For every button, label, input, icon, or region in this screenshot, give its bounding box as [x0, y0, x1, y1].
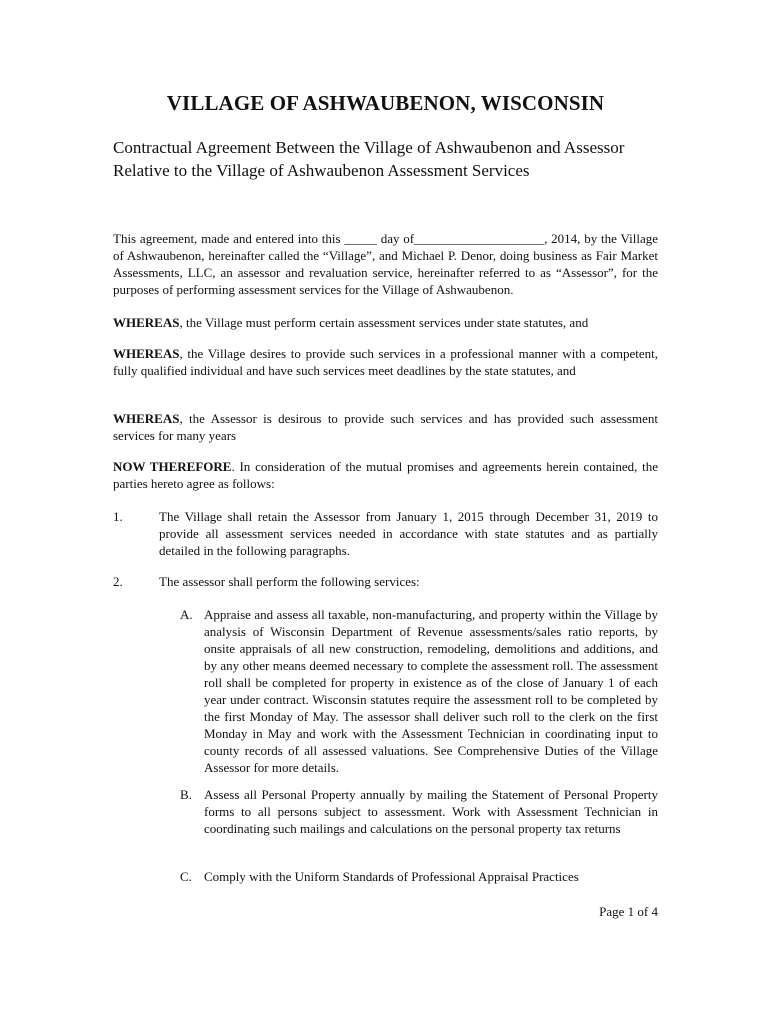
whereas-text: , the Village must perform certain assessment services under state statutes, and: [179, 315, 589, 330]
whereas-text: , the Village desires to provide such services in a professional manner with a competent, fully qualified individual and have such services meet deadlines by the state statutes, and: [113, 346, 658, 378]
whereas-lead: WHEREAS: [113, 346, 180, 361]
whereas-paragraph-3: [113, 410, 658, 444]
now-therefore-lead: NOW THEREFORE: [113, 459, 232, 474]
now-therefore-text: . In consideration of the mutual promises and agreements herein contained, the parties hereto agree as follows:: [113, 459, 658, 491]
subitem-text-c: Comply with the Uniform Standards of Professional Appraisal Practices: [204, 869, 579, 884]
document-title: VILLAGE OF ASHWAUBENON, WISCONSIN: [166, 91, 605, 115]
subitem-letter-b: B.: [180, 787, 192, 802]
whereas-paragraph-2: [113, 345, 658, 379]
whereas-lead: WHEREAS: [113, 315, 180, 330]
whereas-paragraph-1: [113, 314, 658, 331]
item-number-1: 1.: [113, 509, 123, 524]
subitem-letter-a: A.: [180, 607, 193, 622]
item-text-1: The Village shall retain the Assessor from January 1, 2015 through December 31, 2019 to provide all assessment services needed in accordance with state statutes and as partially detailed in the following paragraphs.: [159, 509, 658, 558]
now-therefore-paragraph: [113, 458, 658, 492]
item-text-2: The assessor shall perform the following services:: [159, 574, 420, 589]
subitem-text-b: Assess all Personal Property annually by mailing the Statement of Personal Property forms to all persons subject to assessment. Work with Assessment Technician in coordinating such mailings and calculations on the personal property tax returns: [204, 787, 658, 836]
page-number: Page 1 of 4: [599, 904, 658, 919]
intro-paragraph: This agreement, made and entered into this _____ day of____________________, 2014, by the Village of Ashwaubenon, hereinafter called the “Village”, and Michael P. Denor, doing business as Fair Market Assessments, LLC, an assessor and revaluation service, hereinafter referred to as “Assessor”, for the purposes of performing assessment services for the Village of Ashwaubenon.: [113, 231, 658, 297]
whereas-lead: WHEREAS: [113, 411, 180, 426]
item-number-2: 2.: [113, 574, 123, 589]
subitem-letter-c: C.: [180, 869, 192, 884]
whereas-text: , the Assessor is desirous to provide such services and has provided such assessment services for many years: [113, 411, 658, 443]
document-subtitle: Contractual Agreement Between the Village of Ashwaubenon and Assessor Relative to the Village of Ashwaubenon Assessment Services: [113, 138, 625, 180]
subitem-text-a: Appraise and assess all taxable, non-manufacturing, and property within the Village by analysis of Wisconsin Department of Revenue assessments/sales ratio reports, by onsite appraisals of all new construction, remodeling, demolitions and additions, and by any other means deemed necessary to complete the assessment roll. The assessment roll shall be completed for property in existence as of the close of January 1 of each year under contract. Wisconsin statutes require the assessment roll to be completed by the first Monday of May. The assessor shall deliver such roll to the clerk on the first Monday in May and work with the Assessment Technician in coordinating input to county records of all assessed valuations. See Comprehensive Duties of the Village Assessor for more details.: [204, 607, 658, 775]
